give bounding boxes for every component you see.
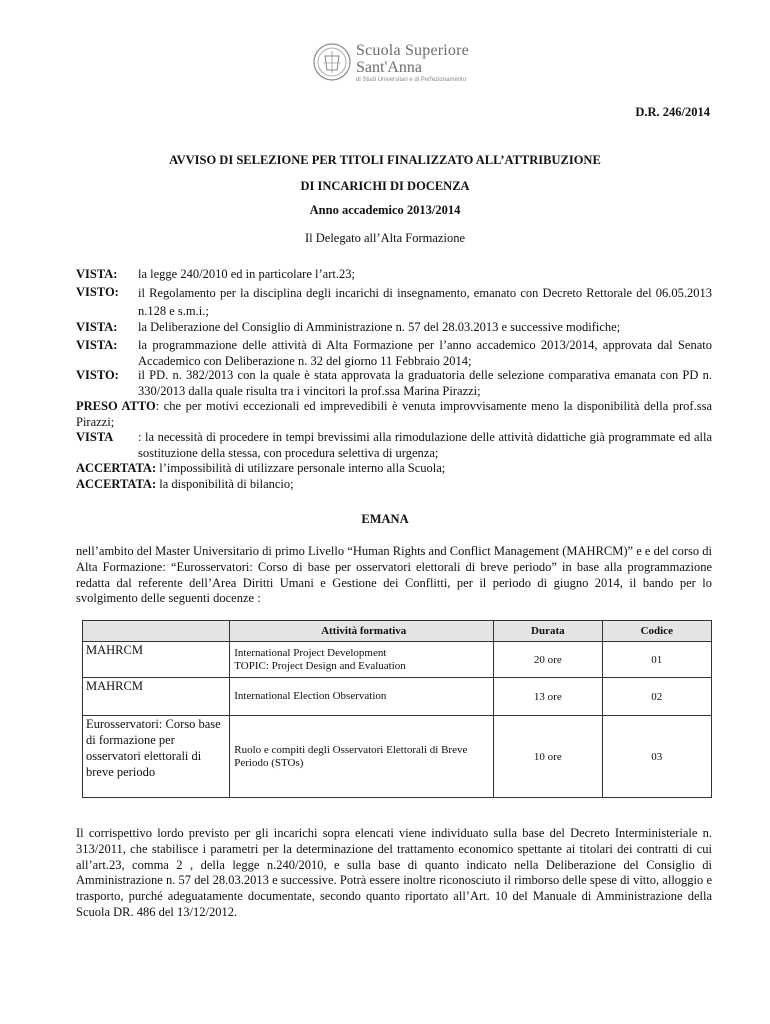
cell-program: MAHRCM [83, 642, 230, 678]
cell-code: 03 [602, 716, 711, 798]
cell-program: Eurosservatori: Corso base di formazione per osservatori elettorali di breve periodo [83, 716, 230, 798]
table-header-activity: Attività formativa [230, 621, 494, 642]
recital-text: la disponibilità di bilancio; [159, 477, 294, 491]
recital-text: : che per motivi eccezionali ed imprevedibili è venuta improvvisamente meno la disponibilità della prof.ssa Pirazzi; [76, 399, 712, 429]
recital-text: : la necessità di procedere in tempi brevissimi alla rimodulazione delle attività didattiche già programmate ed alla sostituzione della stessa, con procedura selettiva di urgenza; [138, 430, 712, 460]
seal-icon [312, 42, 352, 82]
recital-text: la legge 240/2010 ed in particolare l’art.23; [138, 267, 355, 281]
institution-logo [312, 42, 482, 86]
courses-table [82, 620, 712, 798]
cell-code: 01 [602, 642, 711, 678]
logo-name-line1: Scuola Superiore [356, 42, 469, 59]
recital-text: il PD. n. 382/2013 con la quale è stata approvata la graduatoria delle selezione comparativa emanata con PD n. 330/2013 dalla quale risulta tra i vincitori la prof.ssa Marina Pirazzi; [138, 368, 712, 398]
recital-text: l’impossibilità di utilizzare personale interno alla Scuola; [159, 461, 446, 475]
recital-label: VISTO: [76, 368, 119, 382]
recital [76, 319, 712, 335]
intro-paragraph: nell’ambito del Master Universitario di primo Livello “Human Rights and Conflict Management (MAHRCM)” e e del corso di Alta Formazione: “Eurosservatori: Corso di base per osservatori elettorali di breve periodo” in base alla programmazione redatta dal referente dell’Area Diritti Umani e Gestione dei Conflitti, per il periodo di giugno 2014, il bando per lo svolgimento delle seguenti docenze : [76, 544, 712, 606]
recital-label: ACCERTATA: [76, 477, 157, 491]
recital [76, 266, 712, 282]
recital [76, 429, 712, 461]
document-title-line2: DI INCARICHI DI DOCENZA [300, 179, 470, 193]
cell-code: 02 [602, 678, 711, 716]
cell-duration: 13 ore [494, 678, 602, 716]
cell-activity: International Project Development TOPIC: Project Design and Evaluation [230, 642, 494, 678]
recital [76, 337, 712, 369]
recital-text: il Regolamento per la disciplina degli incarichi di insegnamento, emanato con Decreto Rettorale del 06.05.2013 n.128 e s.m.i.; [138, 286, 712, 318]
cell-activity: International Election Observation [230, 678, 494, 716]
recital-label: VISTO: [76, 285, 119, 299]
recital-label: VISTA: [76, 320, 118, 334]
closing-paragraph: Il corrispettivo lordo previsto per gli incarichi sopra elencati viene individuato sulla base del Decreto Interministeriale n. 313/2011, che stabilisce i parametri per la determinazione del trattamento economico spettante ai titolari dei contratti di cui all’art.23, comma 2 , della legge n.240/2010, e sulla base di quanto indicato nella Deliberazione del Consiglio di Amministrazione n. 57 del 28.03.2013 e successive. Potrà essere inoltre riconosciuto il rimborso delle spese di vitto, alloggio e trasporto, purché adeguatamente documentate, secondo quanto riportato all’Art. 10 del Manuale di Amministrazione della Scuola DR. 486 del 13/12/2012. [76, 826, 712, 919]
recital [76, 284, 712, 320]
recital [76, 367, 712, 399]
recital-label: ACCERTATA: [76, 461, 157, 475]
recital [76, 398, 712, 430]
recital-text: la programmazione delle attività di Alta Formazione per l’anno accademico 2013/2014, approvata dal Senato Accademico con Deliberazione n. 32 del giorno 11 Febbraio 2014; [138, 338, 712, 368]
cell-duration: 10 ore [494, 716, 602, 798]
recital-text: la Deliberazione del Consiglio di Amministrazione n. 57 del 28.03.2013 e successive modifiche; [138, 320, 621, 334]
logo-name-line2: Sant'Anna [356, 59, 422, 76]
recital-label: VISTA: [76, 267, 118, 281]
recital [76, 460, 712, 476]
recital-label: VISTA: [76, 338, 118, 352]
table-header-row [83, 621, 712, 642]
decree-number: D.R. 246/2014 [635, 105, 710, 119]
recital-label: PRESO ATTO [76, 399, 156, 413]
emana-heading: EMANA [361, 512, 409, 526]
document-title-line1: AVVISO DI SELEZIONE PER TITOLI FINALIZZATO ALL’ATTRIBUZIONE [169, 153, 601, 167]
cell-duration: 20 ore [494, 642, 602, 678]
table-header-code: Codice [602, 621, 711, 642]
cell-program: MAHRCM [83, 678, 230, 716]
table-header-program [83, 621, 230, 642]
table-header-duration: Durata [494, 621, 602, 642]
cell-activity: Ruolo e compiti degli Osservatori Elettorali di Breve Periodo (STOs) [230, 716, 494, 798]
table-row [83, 642, 712, 678]
table-row [83, 716, 712, 798]
delegate-heading: Il Delegato all’Alta Formazione [304, 231, 465, 245]
recital [76, 476, 712, 492]
table-row [83, 678, 712, 716]
recital-label: VISTA [76, 430, 114, 444]
logo-subtitle: di Studi Universitari e di Perfezionamento [356, 77, 467, 83]
academic-year: Anno accademico 2013/2014 [309, 203, 461, 217]
